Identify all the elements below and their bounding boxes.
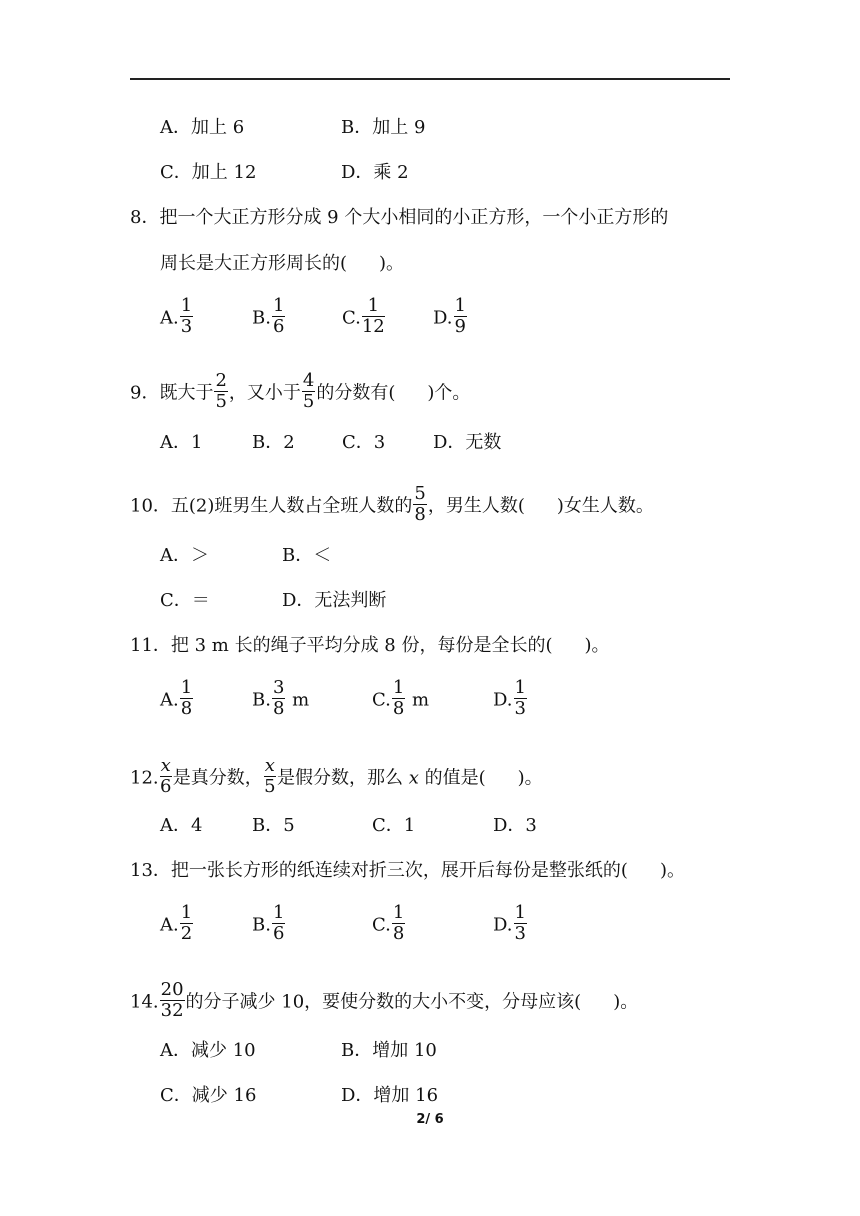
fraction: $\frac{1}{6}$ <box>272 295 285 337</box>
fraction: $\frac{2}{5}$ <box>215 370 227 412</box>
q10-option-c[interactable]: C．＝ <box>160 590 210 611</box>
fraction: $\frac{x}{6}$ <box>159 755 172 797</box>
q9-option-b[interactable]: B．2 <box>252 432 295 453</box>
fraction: $\frac{1}{2}$ <box>180 902 193 944</box>
fraction: $\frac{1}{3}$ <box>514 902 526 944</box>
q13-option-d[interactable]: D. $\frac{1}{3}$ <box>493 902 526 944</box>
q9-option-d[interactable]: D．无数 <box>433 432 502 453</box>
q9-question: 9．既大于 $\frac{2}{5}$ ，又小于 $\frac{4}{5}$ 的分数有( )个。 <box>130 370 471 412</box>
fraction: $\frac{1}{3}$ <box>514 677 526 719</box>
page-number: 2/ 6 <box>416 1112 444 1127</box>
fraction: $\frac{1}{3}$ <box>180 295 193 337</box>
q10-option-b[interactable]: B．＜ <box>282 545 332 566</box>
q8-question-line2: 周长是大正方形周长的( )。 <box>160 253 405 274</box>
q8-question-line1: 8．把一个大正方形分成 9 个大小相同的小正方形，一个小正方形的 <box>130 207 669 228</box>
q7-option-b[interactable]: B．加上 9 <box>341 117 426 138</box>
q7-option-d[interactable]: D．乘 2 <box>341 162 409 183</box>
q10-option-a[interactable]: A．＞ <box>160 545 209 566</box>
q9-option-a[interactable]: A．1 <box>160 432 203 453</box>
q11-question: 11．把 3 m 长的绳子平均分成 8 份，每份是全长的( )。 <box>130 635 610 656</box>
fraction: $\frac{5}{8}$ <box>414 483 426 525</box>
fraction: $\frac{20}{32}$ <box>160 979 184 1021</box>
q9-option-c[interactable]: C．3 <box>342 432 386 453</box>
q11-option-b[interactable]: B. $\frac{3}{8}$ m <box>252 677 310 719</box>
fraction: $\frac{1}{8}$ <box>392 902 405 944</box>
q12-option-d[interactable]: D．3 <box>493 815 537 836</box>
q8-option-a[interactable]: A. $\frac{1}{3}$ <box>160 295 193 337</box>
q13-option-a[interactable]: A. $\frac{1}{2}$ <box>160 902 193 944</box>
q11-option-a[interactable]: A. $\frac{1}{8}$ <box>160 677 193 719</box>
fraction: $\frac{1}{8}$ <box>180 677 193 719</box>
q12-option-a[interactable]: A．4 <box>160 815 203 836</box>
header-rule <box>130 78 730 80</box>
q10-question: 10．五(2)班男生人数占全班人数的 $\frac{5}{8}$ ，男生人数( )女生人数。 <box>130 483 654 525</box>
q11-option-c[interactable]: C. $\frac{1}{8}$ m <box>372 677 430 719</box>
q14-option-b[interactable]: B．增加 10 <box>341 1040 437 1061</box>
q12-question: 12. $\frac{x}{6}$ 是真分数， $\frac{x}{5}$ 是假分数，那么 x 的值是( )。 <box>130 755 543 797</box>
fraction: $\frac{x}{5}$ <box>264 755 276 797</box>
q13-option-c[interactable]: C. $\frac{1}{8}$ <box>372 902 405 944</box>
q8-option-d[interactable]: D. $\frac{1}{9}$ <box>433 295 466 337</box>
q13-option-b[interactable]: B. $\frac{1}{6}$ <box>252 902 285 944</box>
q12-option-b[interactable]: B．5 <box>252 815 295 836</box>
q8-option-c[interactable]: C. $\frac{1}{12}$ <box>342 295 385 337</box>
q13-question: 13．把一张长方形的纸连续对折三次，展开后每份是整张纸的( )。 <box>130 860 685 881</box>
q14-question: 14. $\frac{20}{32}$ 的分子减少 10，要使分数的大小不变，分母应该( )。 <box>130 979 639 1021</box>
fraction: $\frac{1}{9}$ <box>454 295 466 337</box>
q10-option-d[interactable]: D．无法判断 <box>282 590 387 611</box>
q11-option-d[interactable]: D. $\frac{1}{3}$ <box>493 677 526 719</box>
q14-option-d[interactable]: D．增加 16 <box>341 1085 439 1106</box>
q7-option-a[interactable]: A．加上 6 <box>160 117 245 138</box>
q14-option-a[interactable]: A．减少 10 <box>160 1040 256 1061</box>
q7-option-c[interactable]: C．加上 12 <box>160 162 257 183</box>
fraction: $\frac{3}{8}$ <box>272 677 285 719</box>
fraction: $\frac{1}{6}$ <box>272 902 285 944</box>
fraction: $\frac{1}{8}$ <box>392 677 405 719</box>
fraction: $\frac{1}{12}$ <box>361 295 385 337</box>
fraction: $\frac{4}{5}$ <box>302 370 315 412</box>
q14-option-c[interactable]: C．减少 16 <box>160 1085 257 1106</box>
q8-option-b[interactable]: B. $\frac{1}{6}$ <box>252 295 285 337</box>
q12-option-c[interactable]: C．1 <box>372 815 416 836</box>
